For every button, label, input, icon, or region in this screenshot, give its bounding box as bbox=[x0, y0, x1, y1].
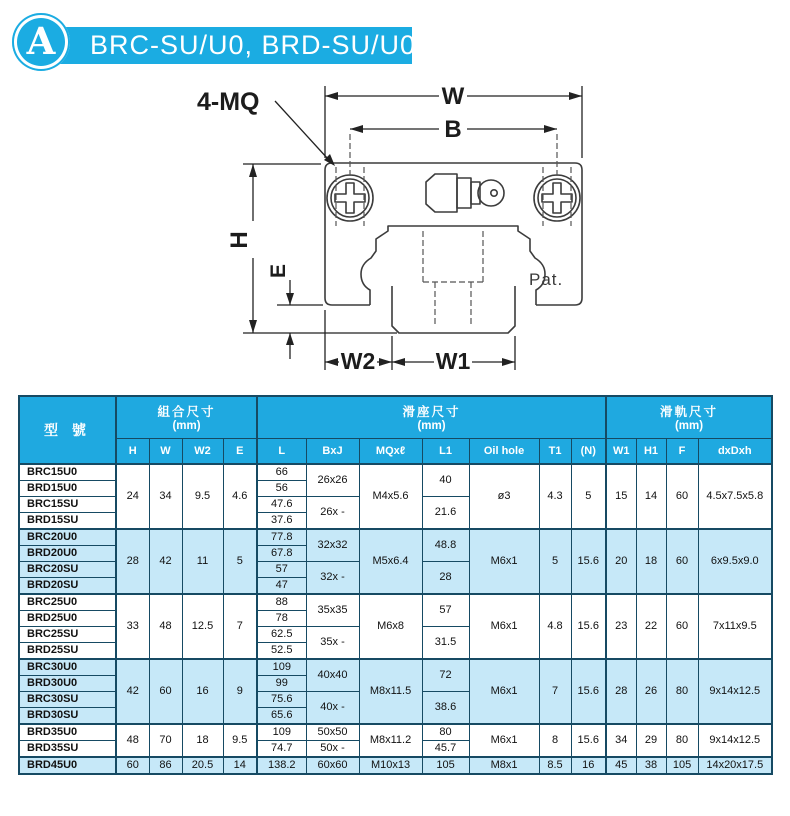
spec-cell: 11 bbox=[182, 529, 223, 594]
model-cell: BRD20U0 bbox=[19, 546, 116, 562]
spec-cell: 86 bbox=[149, 757, 182, 774]
spec-table-header bbox=[19, 396, 772, 464]
spec-cell: M8x11.2 bbox=[359, 724, 422, 757]
spec-cell: 18 bbox=[636, 529, 666, 594]
table-row bbox=[19, 659, 772, 676]
spec-cell: 7 bbox=[223, 594, 257, 659]
spec-cell: 33 bbox=[116, 594, 149, 659]
spec-cell: 38.6 bbox=[422, 692, 469, 725]
dim-label-w2: W2 bbox=[340, 348, 376, 374]
page-title: BRC-SU/U0, BRD-SU/U0 bbox=[90, 30, 417, 60]
spec-cell: 138.2 bbox=[257, 757, 306, 774]
spec-cell: 26 bbox=[636, 659, 666, 724]
spec-cell: 80 bbox=[666, 659, 698, 724]
spec-cell: 60 bbox=[666, 529, 698, 594]
col-header: (N) bbox=[571, 438, 606, 464]
col-header: F bbox=[666, 438, 698, 464]
spec-cell: 7 bbox=[539, 659, 571, 724]
col-header: T1 bbox=[539, 438, 571, 464]
spec-cell: 80 bbox=[666, 724, 698, 757]
spec-cell: 80 bbox=[422, 724, 469, 741]
col-group-header: 組合尺寸 (mm) bbox=[116, 396, 257, 438]
col-header: H bbox=[116, 438, 149, 464]
spec-cell: 45.7 bbox=[422, 741, 469, 758]
spec-cell: 66 bbox=[257, 464, 306, 481]
spec-cell: 67.8 bbox=[257, 546, 306, 562]
table-row bbox=[19, 594, 772, 611]
rail-section bbox=[392, 286, 515, 333]
technical-drawing bbox=[105, 74, 705, 390]
col-header: dxDxh bbox=[698, 438, 772, 464]
spec-cell: 40x - bbox=[306, 692, 359, 725]
spec-cell: 16 bbox=[182, 659, 223, 724]
table-row bbox=[19, 757, 772, 774]
col-header-model: 型 號 bbox=[19, 396, 116, 464]
spec-cell: 60 bbox=[116, 757, 149, 774]
spec-cell: M8x11.5 bbox=[359, 659, 422, 724]
model-cell: BRC30SU bbox=[19, 692, 116, 708]
spec-cell: 50x - bbox=[306, 741, 359, 758]
spec-cell: 37.6 bbox=[257, 513, 306, 530]
spec-cell: 28 bbox=[606, 659, 636, 724]
spec-cell: 29 bbox=[636, 724, 666, 757]
spec-cell: 57 bbox=[422, 594, 469, 627]
spec-cell: 78 bbox=[257, 611, 306, 627]
col-header: L1 bbox=[422, 438, 469, 464]
spec-cell: 88 bbox=[257, 594, 306, 611]
model-cell: BRD45U0 bbox=[19, 757, 116, 774]
spec-cell: 15.6 bbox=[571, 529, 606, 594]
spec-cell: 48 bbox=[116, 724, 149, 757]
table-row bbox=[19, 529, 772, 546]
col-header: W1 bbox=[606, 438, 636, 464]
spec-cell: 65.6 bbox=[257, 708, 306, 725]
col-header: H1 bbox=[636, 438, 666, 464]
table-row bbox=[19, 464, 772, 481]
col-header: W bbox=[149, 438, 182, 464]
dim-label-h: H bbox=[226, 231, 253, 249]
model-cell: BRC20U0 bbox=[19, 529, 116, 546]
dim-label-4mq: 4-MQ bbox=[197, 88, 260, 116]
spec-cell: 20.5 bbox=[182, 757, 223, 774]
spec-cell: 40 bbox=[422, 464, 469, 497]
spec-cell: 8 bbox=[539, 724, 571, 757]
spec-cell: 24 bbox=[116, 464, 149, 529]
spec-cell: 48.8 bbox=[422, 529, 469, 562]
spec-cell: M4x5.6 bbox=[359, 464, 422, 529]
spec-cell: 15.6 bbox=[571, 594, 606, 659]
spec-cell: M6x8 bbox=[359, 594, 422, 659]
spec-cell: 105 bbox=[666, 757, 698, 774]
spec-cell: 42 bbox=[116, 659, 149, 724]
spec-cell: 28 bbox=[422, 562, 469, 595]
spec-cell: 5 bbox=[223, 529, 257, 594]
spec-cell: 15 bbox=[606, 464, 636, 529]
model-cell: BRD15U0 bbox=[19, 481, 116, 497]
spec-cell: 32x - bbox=[306, 562, 359, 595]
spec-cell: 7x11x9.5 bbox=[698, 594, 772, 659]
model-cell: BRC25SU bbox=[19, 627, 116, 643]
spec-cell: 26x26 bbox=[306, 464, 359, 497]
spec-cell: 9.5 bbox=[223, 724, 257, 757]
dim-label-e: E bbox=[267, 263, 290, 279]
col-header: Oil hole bbox=[469, 438, 539, 464]
model-cell: BRD20SU bbox=[19, 578, 116, 595]
spec-cell: 21.6 bbox=[422, 497, 469, 530]
model-cell: BRD25SU bbox=[19, 643, 116, 660]
spec-cell: M6x1 bbox=[469, 724, 539, 757]
spec-cell: 5 bbox=[539, 529, 571, 594]
spec-cell: 9x14x12.5 bbox=[698, 659, 772, 724]
dim-label-b: B bbox=[444, 116, 462, 143]
spec-cell: 74.7 bbox=[257, 741, 306, 758]
spec-cell: 45 bbox=[606, 757, 636, 774]
col-header: MQxℓ bbox=[359, 438, 422, 464]
spec-cell: 38 bbox=[636, 757, 666, 774]
spec-cell: 50x50 bbox=[306, 724, 359, 741]
spec-cell: 60x60 bbox=[306, 757, 359, 774]
spec-cell: M6x1 bbox=[469, 529, 539, 594]
model-cell: BRC15U0 bbox=[19, 464, 116, 481]
spec-cell: 56 bbox=[257, 481, 306, 497]
spec-cell: M8x1 bbox=[469, 757, 539, 774]
spec-cell: 47.6 bbox=[257, 497, 306, 513]
spec-cell: 35x - bbox=[306, 627, 359, 660]
spec-cell: 109 bbox=[257, 659, 306, 676]
rail-groove-profile bbox=[361, 226, 545, 305]
spec-cell: 15.6 bbox=[571, 724, 606, 757]
spec-cell: 9 bbox=[223, 659, 257, 724]
spec-cell: 48 bbox=[149, 594, 182, 659]
spec-cell: 40x40 bbox=[306, 659, 359, 692]
spec-cell: 23 bbox=[606, 594, 636, 659]
model-cell: BRD30U0 bbox=[19, 676, 116, 692]
spec-cell: 14x20x17.5 bbox=[698, 757, 772, 774]
spec-cell: 4.3 bbox=[539, 464, 571, 529]
spec-cell: 31.5 bbox=[422, 627, 469, 660]
spec-cell: M6x1 bbox=[469, 659, 539, 724]
phillips-screw-icon bbox=[335, 183, 365, 213]
dim-label-w: W bbox=[441, 83, 465, 110]
spec-cell: 26x - bbox=[306, 497, 359, 530]
spec-cell: M5x6.4 bbox=[359, 529, 422, 594]
spec-cell: 70 bbox=[149, 724, 182, 757]
spec-cell: 4.5x7.5x5.8 bbox=[698, 464, 772, 529]
spec-cell: 14 bbox=[223, 757, 257, 774]
dim-label-w1: W1 bbox=[435, 348, 471, 374]
spec-cell: 20 bbox=[606, 529, 636, 594]
model-cell: BRD35SU bbox=[19, 741, 116, 758]
spec-cell: 32x32 bbox=[306, 529, 359, 562]
spec-cell: 60 bbox=[666, 464, 698, 529]
spec-cell: 12.5 bbox=[182, 594, 223, 659]
spec-cell: 60 bbox=[149, 659, 182, 724]
phillips-screw-icon bbox=[542, 183, 572, 213]
spec-cell: 18 bbox=[182, 724, 223, 757]
spec-cell: 57 bbox=[257, 562, 306, 578]
model-cell: BRD15SU bbox=[19, 513, 116, 530]
spec-cell: 52.5 bbox=[257, 643, 306, 660]
table-row bbox=[19, 724, 772, 741]
spec-cell: 8.5 bbox=[539, 757, 571, 774]
spec-cell: 99 bbox=[257, 676, 306, 692]
col-header: L bbox=[257, 438, 306, 464]
spec-cell: 9x14x12.5 bbox=[698, 724, 772, 757]
patent-label: Pat. bbox=[529, 270, 564, 289]
model-cell: BRC20SU bbox=[19, 562, 116, 578]
spec-cell: 60 bbox=[666, 594, 698, 659]
brand-logo bbox=[12, 13, 70, 71]
spec-cell: 75.6 bbox=[257, 692, 306, 708]
col-header: BxJ bbox=[306, 438, 359, 464]
grease-nipple-icon bbox=[426, 174, 457, 212]
spec-cell: 77.8 bbox=[257, 529, 306, 546]
model-cell: BRC30U0 bbox=[19, 659, 116, 676]
spec-cell: 34 bbox=[149, 464, 182, 529]
spec-cell: 5 bbox=[571, 464, 606, 529]
spec-cell: 28 bbox=[116, 529, 149, 594]
col-header: E bbox=[223, 438, 257, 464]
spec-cell: M6x1 bbox=[469, 594, 539, 659]
spec-cell: 9.5 bbox=[182, 464, 223, 529]
spec-cell: 4.6 bbox=[223, 464, 257, 529]
spec-cell: 47 bbox=[257, 578, 306, 595]
spec-cell: 35x35 bbox=[306, 594, 359, 627]
model-cell: BRD30SU bbox=[19, 708, 116, 725]
model-cell: BRC15SU bbox=[19, 497, 116, 513]
col-group-header: 滑軌尺寸 (mm) bbox=[606, 396, 772, 438]
spec-cell: 22 bbox=[636, 594, 666, 659]
model-cell: BRD25U0 bbox=[19, 611, 116, 627]
spec-cell: 6x9.5x9.0 bbox=[698, 529, 772, 594]
spec-cell: 105 bbox=[422, 757, 469, 774]
spec-cell: 42 bbox=[149, 529, 182, 594]
spec-cell: 34 bbox=[606, 724, 636, 757]
spec-cell: 15.6 bbox=[571, 659, 606, 724]
model-cell: BRC25U0 bbox=[19, 594, 116, 611]
col-header: W2 bbox=[182, 438, 223, 464]
spec-table bbox=[18, 395, 773, 775]
spec-cell: 109 bbox=[257, 724, 306, 741]
spec-cell: 16 bbox=[571, 757, 606, 774]
spec-cell: 4.8 bbox=[539, 594, 571, 659]
spec-cell: 62.5 bbox=[257, 627, 306, 643]
spec-table-container bbox=[18, 395, 773, 775]
model-cell: BRD35U0 bbox=[19, 724, 116, 741]
spec-cell: M10x13 bbox=[359, 757, 422, 774]
spec-cell: 14 bbox=[636, 464, 666, 529]
brand-logo-letter: A bbox=[26, 18, 56, 63]
spec-cell: ø3 bbox=[469, 464, 539, 529]
spec-cell: 72 bbox=[422, 659, 469, 692]
col-group-header: 滑座尺寸 (mm) bbox=[257, 396, 606, 438]
